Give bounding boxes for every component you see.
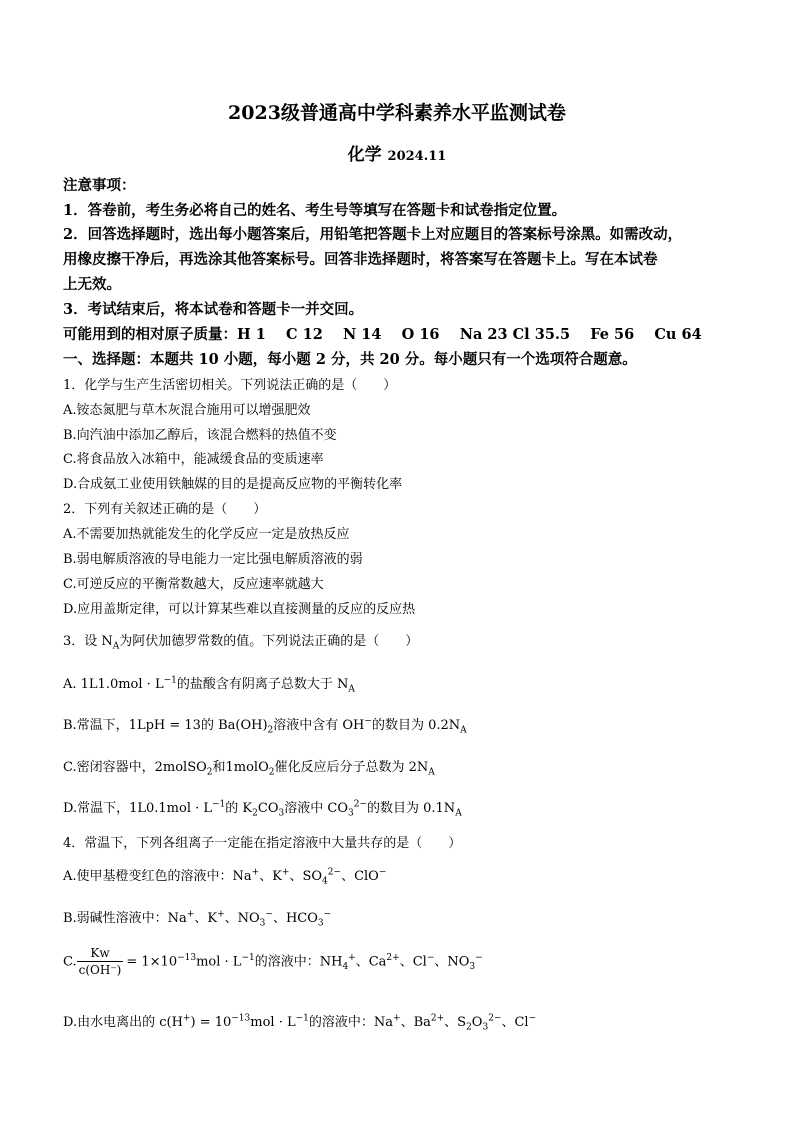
exam-subject [0,140,794,165]
q4-option-b: B.弱碱性溶液中：Na+、K+、$NO_3^-$、$HCO_3^-$ [63,909,332,929]
exam-date: 2024.11 [387,149,447,164]
q2-option-c: C.可逆反应的平衡常数越大，反应速率就越大 [63,577,324,592]
q2-stem: 2．下列有关叙述正确的是（ ） [63,502,267,517]
q3-option-a: A. $1L1.0mol \cdot L^{-1}$的盐酸含有阴离子总数大于 $N_A$ [63,675,355,695]
q4-stem: 4．常温下，下列各组离子一定能在指定溶液中大量共存的是（ ） [63,836,462,851]
notice-item-3: 3．考试结束后，将本试卷和答题卡一并交回。 [63,301,364,318]
q1-stem: 1．化学与生产生活密切相关。下列说法正确的是（ ） [63,378,397,393]
exam-title: 2023级普通高中学科素养水平监测试卷 [228,102,566,124]
section-heading: 一、选择题：本题共 10 小题，每小题 2 分，共 20 分。每小题只有一个选项符合题意。 [63,351,637,368]
notice-item-2-line-2: 用橡皮擦干净后，再选涂其他答案标号。回答非选择题时，将答案写在答题卡上。写在本试卷 [63,251,658,268]
notice-item-2-line-3: 上无效。 [63,276,121,293]
q2-option-d: D.应用盖斯定律，可以计算某些难以直接测量的反应的反应热 [63,602,416,617]
q4-option-a: A.使甲基橙变红色的溶液中：Na+、K+、$SO_4^{2-}$、ClO− [63,867,387,887]
q3-option-d: D.常温下，$1L0.1mol \cdot L^{-1}$的 $K_2CO_3$溶液中 $CO_3^{2-}$的数目为 $0.1N_A$ [63,799,462,819]
q2-option-a: A.不需要加热就能发生的化学反应一定是放热反应 [63,527,350,542]
notice-item-1: 1．答卷前，考生务必将自己的姓名、考生号等填写在答题卡和试卷指定位置。 [63,202,567,219]
q1-option-a: A.铵态氮肥与草木灰混合施用可以增强肥效 [63,403,311,418]
notice-item-2-line-1: 2．回答选择题时，选出每小题答案后，用铅笔把答题卡上对应题目的答案标号涂黑。如需改动， [63,226,683,243]
q1-option-b: B.向汽油中添加乙醇后，该混合燃料的热值不变 [63,428,337,443]
q3-stem: 3．设 $N_A$为阿伏加德罗常数的值。下列说法正确的是（ ） [63,634,419,652]
q4-option-d: D.由水电离出的 $c(H^+) = 10^{-13}mol \cdot L^{-1}$的溶液中：Na+、$Ba^{2+}$、$S_2O_3^{2-}$、Cl− [63,1013,537,1033]
notice-heading: 注意事项： [63,177,136,194]
q1-option-c: C.将食品放入冰箱中，能减缓食品的变质速率 [63,452,324,467]
q4-option-c: C. $\frac{Kw}{c(OH^-)}$ = $1\times 10^{-13}mol \cdot L^{-1}$的溶液中：$NH_4^+$、$Ca^{2+}$、Cl−、$NO_3^-$ [63,946,483,977]
subject-name: 化学 [347,145,382,165]
q1-option-d: D.合成氨工业使用铁触媒的目的是提高反应物的平衡转化率 [63,477,403,492]
q2-option-b: B.弱电解质溶液的导电能力一定比强电解质溶液的弱 [63,552,363,567]
kw-fraction: $\frac{Kw}{c(OH^-)}$ [78,946,122,977]
atomic-mass-line: 可能用到的相对原子质量：H 1 C 12 N 14 O 16 Na 23 Cl 35.5 Fe 56 Cu 64 [63,326,702,343]
q3-option-b: B.常温下，1LpH = 13的 $Ba(OH)_2$溶液中含有 OH−的数目为 $0.2N_A$ [63,716,467,736]
q3-option-c: C.密闭容器中，2molSO$_2$和1molO$_2$催化反应后分子总数为 $2N_A$ [63,760,435,778]
